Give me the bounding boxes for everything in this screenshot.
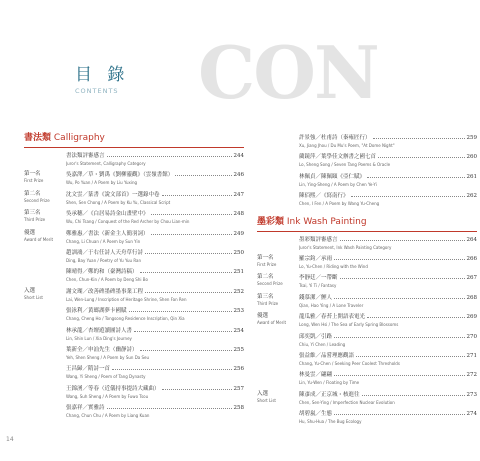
entry-english: Lo, Sheng Song / Seven Tang Poems & Oracle [299,162,391,168]
entry-title: 胡碧嵐／生態 [299,411,333,418]
entry-english: Chang, Yu-Chen / Seeking Peer Coolest Thresholds [299,360,400,366]
prize-label: 優選 Award of Merit [257,313,287,326]
calligraphy-list-continued [257,133,477,211]
toc-entry[interactable] [257,254,477,273]
toc-entry[interactable] [257,312,477,331]
entry-page: 247 [233,191,244,198]
left-column [24,133,244,422]
prize-label: 第一名 First Prize [24,171,44,184]
entry-title: 張益維／品嘗理應觀語 [299,352,355,359]
toc-entry[interactable] [257,191,477,210]
entry-body [299,351,477,367]
entry-page: 255 [233,346,244,353]
leader-dots [140,267,232,273]
toc-entry[interactable] [24,287,244,306]
toc-entry[interactable] [257,293,477,312]
entry-page: 254 [233,327,244,334]
toc-entry[interactable] [24,229,244,248]
toc-entry[interactable] [257,152,477,171]
entry-body [299,409,477,425]
entry-english: Hu, Shu-Hua / The Bug Ecology [299,419,362,425]
entry-body [299,312,477,328]
entry-page: 264 [466,236,477,243]
entry-english: Chang, Cheng Ho / Tongsong Residence Inscription, Qin Xia [66,316,185,322]
entry-english: Wu, Chi Tsang / Conquest of the Red Archer by Chou Lian-min [66,219,190,225]
entry-title: 趙訓鴻／于右任詩人天舟草行詩 [66,249,144,256]
entry-body [66,326,244,342]
leader-dots [367,172,464,178]
entry-page: 253 [233,308,244,315]
toc-title-zh: 目 錄 [75,65,130,85]
entry-page: 271 [466,352,477,359]
entry-body [299,133,477,149]
toc-entry[interactable] [24,151,244,170]
entry-title: 吳承穗／《白居易詩金山畫壁中》 [66,211,149,218]
entry-body [66,151,244,167]
entry-body [66,306,244,322]
section-heading-calligraphy: 書法類 Calligraphy [24,133,105,143]
entry-english: Wu, Po Yuan / A Poem by Liu Yuxing [66,180,138,186]
entry-title: 林曼雲／翩翩 [299,372,333,379]
entry-body [66,170,244,186]
prize-label: 第二名 Second Prize [24,190,50,203]
toc-entry[interactable] [24,209,244,228]
leader-dots [112,364,231,370]
toc-title-en: CONTENTS [75,87,119,95]
entry-title: 龍瓜雅／春苔上開語表電光 [299,314,366,321]
inkwash-list [257,235,477,429]
entry-title: 陳佰熙／《寫南行》 [299,193,349,200]
section-rule [257,231,477,232]
entry-body [66,287,244,303]
entry-title: 王昌歸／隋詩一首 [66,366,111,373]
toc-entry[interactable] [257,370,477,389]
entry-page: 249 [233,230,244,237]
entry-page: 270 [466,333,477,340]
entry-page: 272 [466,372,477,379]
entry-page: 259 [466,135,477,141]
leader-dots [334,332,464,338]
prize-label: 第三名 Third Prize [257,293,279,306]
entry-english: Chen, Sen-Ying / Imperfection Nuclear Evolution [299,399,395,405]
entry-english: Qian, Hao Ying / A Lone Traveler [299,302,364,308]
entry-body [299,172,477,188]
entry-page: 267 [466,275,477,282]
entry-title: 張泳利／黃瑯湖夢卡國賦 [66,308,127,315]
entry-title: 王錦湧／等春（近儀持事提詩大藏曲） [66,385,160,392]
entry-body [299,293,477,309]
entry-page: 248 [233,211,244,218]
toc-title [75,60,129,95]
entry-english: Wang, Suh Sheng / A Poem by Fuwo Tsou [66,393,149,399]
entry-body [66,403,244,419]
entry-body [66,345,244,361]
leader-dots [356,351,464,357]
leader-dots [151,229,232,235]
entry-page: 256 [233,366,244,373]
entry-title: 邱奕凱／引路 [299,333,333,340]
entry-title: 藺鏡萍／葉學佳文辦書之國七首 [299,154,377,161]
toc-entry[interactable] [24,403,244,422]
entry-title: 林佩貞／陳佩頤《亞仁賦》 [299,173,366,180]
entry-english: Lo, Yu-Chen / Riding with the Wind [299,263,368,269]
toc-entry[interactable] [24,267,244,286]
leader-dots [145,287,231,293]
toc-entry[interactable] [257,235,477,254]
entry-title: 羅宗鈞／承雨 [299,255,333,262]
prize-label: 入選 Short List [257,390,276,403]
entry-body [299,191,477,207]
entry-body [299,370,477,386]
entry-title: 林承龍／杏壇遊讀圖詩人書 [66,327,133,334]
section-heading-inkwash: 墨彩類 Ink Wash Painting [257,216,367,227]
entry-title: 錢慕潔／鯉人 [299,294,333,301]
entry-body [66,209,244,225]
entry-english: Long, Wen Hsi / The Sea of Early Spring Blossoms [299,322,399,328]
entry-page: 260 [466,154,477,161]
toc-entry[interactable] [257,351,477,370]
entry-title: 葉新全／申汕先生（幽靜詩） [66,346,138,353]
entry-page: 273 [466,391,477,398]
entry-title: 謝文瑚／改善碑墨碑墨事業工程 [66,288,144,295]
prize-label: 第二名 Second Prize [257,274,283,287]
leader-dots [378,152,464,158]
leader-dots [334,254,464,260]
entry-body [66,190,244,206]
toc-entry[interactable] [257,390,477,409]
toc-entry[interactable] [24,326,244,345]
entry-english: Ding, Bay Yuan / Poetry of Yu Yuu Ran [66,257,141,263]
toc-entry[interactable] [257,332,477,351]
toc-entry[interactable] [24,190,244,209]
toc-entry[interactable] [257,409,477,428]
leader-dots [107,403,232,409]
toc-entry[interactable] [257,273,477,292]
leader-dots [134,326,231,332]
entry-english: Shen, Sen Chong / A Poem by Ku Yu, Classical Script [66,199,171,205]
leader-dots [107,151,232,157]
entry-english: Juror's Statement, Ink Wash Painting Category [299,244,392,250]
entry-page: 246 [233,172,244,179]
entry-body [299,254,477,270]
prize-label: 入選 Short List [24,287,43,300]
entry-title: 陳晴得／鄭的和（臺灣詩稿） [66,269,138,276]
entry-page: 262 [466,193,477,200]
prize-label: 優選 Award of Merit [24,229,54,242]
leader-dots [175,170,231,176]
entry-title: 張嘉祥／實雅詩 [66,405,105,412]
entry-title: 墨彩類評審感言 [299,236,338,243]
entry-english: Wang, Yi Sheng / Poem of Tang Dynasty [66,374,146,380]
prize-label: 第三名 Third Prize [24,210,46,223]
toc-entry[interactable] [24,170,244,189]
prize-label: 第一名 First Prize [257,254,277,267]
entry-title: 許景強／杜甫詩（秦雍匠行） [299,135,371,141]
entry-english: Yeh, Shen Sheng / A Poem by Sun Da Seu [66,354,150,360]
leader-dots [362,390,465,396]
leader-dots [162,384,232,390]
entry-body [299,235,477,251]
entry-body [66,229,244,245]
toc-entry[interactable] [24,306,244,325]
leader-dots [373,133,465,139]
toc-entry[interactable] [24,248,244,267]
toc-entry[interactable] [257,172,477,191]
leader-dots [340,235,465,241]
leader-dots [151,209,232,215]
toc-entry[interactable] [24,345,244,364]
leader-dots [334,370,464,376]
entry-english: Xu, Jiang Jhou / Du Mu's Poem, "At Dome Night" [299,143,395,148]
entry-english: Lai, Wen-Lung / Inscription of Heritage Shrine, Shen Fan Ren [66,296,187,302]
toc-entry[interactable] [24,364,244,383]
toc-entry[interactable] [257,133,477,152]
entry-english: Chiu, Yi Chen / Leading [299,341,346,347]
leader-dots [340,273,465,279]
entry-page: 252 [233,288,244,295]
entry-title: 陳彥成／正京城・核進往 [299,391,360,398]
entry-english: Chang, Li Chuan / A Poem by Sun Yin [66,238,141,244]
entry-title: 書法類評審感言 [66,153,105,159]
entry-title: 吳嘉澤／草・劉禹《劉柳靈觀》（雲嶺書館） [66,172,174,179]
entry-english: Chen, Chun-Kin / A Poem by Deng Shi Bo [66,277,148,283]
leader-dots [351,191,465,197]
calligraphy-list [24,151,244,422]
leader-dots [129,306,232,312]
leader-dots [145,248,231,254]
entry-page: 274 [466,411,477,418]
entry-page: 257 [233,385,244,392]
entry-body [299,273,477,289]
entry-body [299,390,477,406]
leader-dots [162,190,232,196]
entry-body [299,332,477,348]
entry-body [66,364,244,380]
entry-english: Lin, Ying-Sheng / A Poem by Chen Ye-Yi [299,181,377,187]
entry-english: Tsai, Yi Ti / Fantasy [299,283,337,289]
entry-english: Chen, I Fen / A Poem by Wang Yu-Cheng [299,201,380,207]
entry-title: 李靜廷／一帶斷 [299,275,338,282]
entry-english: Lin, Shin Lun / Xia Ding's Journey [66,335,132,341]
contents-watermark: CON [198,30,378,115]
entry-page: 244 [233,153,244,159]
entry-body [66,248,244,264]
entry-english: Chang, Chun Chu / A Poem by Liang Kuan [66,413,150,419]
right-column [257,133,477,428]
leader-dots [334,293,464,299]
entry-page: 268 [466,294,477,301]
entry-body [299,152,477,168]
entry-title: 沈文雲／篆書《說文部首》一選錄中卷 [66,191,160,198]
entry-body [66,384,244,400]
entry-title: 鄭雅惠／書法（新金主人簡羽詞） [66,230,149,237]
entry-page: 250 [233,249,244,256]
entry-body [66,267,244,283]
entry-page: 269 [466,314,477,321]
leader-dots [367,312,464,318]
leader-dots [140,345,232,351]
entry-page: 258 [233,405,244,412]
section-rule [24,147,244,148]
toc-entry[interactable] [24,384,244,403]
entry-page: 261 [466,173,477,180]
entry-page: 251 [233,269,244,276]
entry-english: Lin, Yu-Wen / Floating by Time [299,380,360,386]
page-number: 14 [6,436,14,443]
leader-dots [334,409,464,415]
entry-english: Juror's Statement, Calligraphy Category [66,161,146,166]
entry-page: 266 [466,255,477,262]
